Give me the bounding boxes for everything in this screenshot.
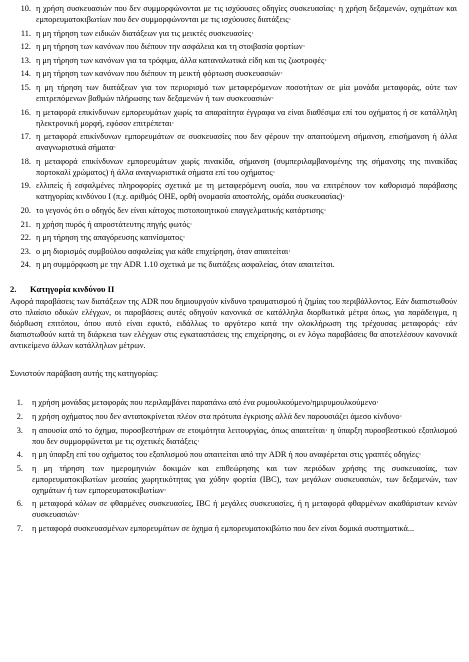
item-number: 18.: [20, 156, 31, 166]
item-text: η μη τήρηση των ημερομηνιών δοκιμών και επιθεώρησης και των περιόδων χρήσης της συσκευασίας, των εμπορευματοκιβωτίων μεσαίας χωρητικότητας για χύδην φορτία (IBC), των μεγάλων συσκευασιών, των δεξαμενών, των οχημάτων ή των εμπορευματοκιβωτίων·: [32, 463, 457, 495]
item-text: η χρήση συσκευασιών που δεν συμμορφώνονται με τις ισχύουσες οδηγίες συσκευασίας· η χρήση δεξαμενών, οχημάτων και εμπορευματοκιβωτίων που δεν συμμορφώνονται με τις ισχύουσες διατάξεις·: [36, 4, 457, 24]
item-text: η απουσία από το όχημα, πυροσβεστήρων σε ετοιμότητα λειτουργίας, όπως απαιτείται· η ύπαρξη πυροσβεστικού εξοπλισμού που δεν συμμορφώνεται με τις σχετικές διατάξεις·: [32, 425, 457, 446]
list-item: [10, 41, 457, 52]
item-number: 7.: [16, 523, 23, 533]
section-intro: Συνιστούν παράβαση αυτής της κατηγορίας:: [10, 369, 159, 379]
item-text: η μη τήρηση των κανόνων που διέπουν τη μεικτή φόρτωση συσκευασιών·: [36, 69, 284, 79]
item-number: 14.: [20, 69, 31, 79]
list-item: [10, 131, 457, 153]
violation-list-category-1: [10, 0, 457, 270]
list-item: [10, 463, 457, 496]
list-item: [10, 205, 457, 216]
item-text: ελλιπείς ή εσφαλμένες πληροφορίες σχετικά με τη μεταφερόμενη ουσία, που να επιτρέπουν τον καθορισμό παράβασης κατηγορίας κινδύνου I (π.χ. αριθμός ΟΗΕ, ορθή ονομασία αποστολής, ομάδα συσκευασίας)·: [36, 181, 457, 202]
item-number: 5.: [16, 463, 23, 473]
list-item: [10, 232, 457, 243]
item-number: 1.: [16, 398, 23, 408]
list-item: [10, 68, 457, 79]
item-text: το γεγονός ότι ο οδηγός δεν είναι κάτοχος πιστοποιητικού επαγγελματικής κατάρτισης·: [36, 205, 327, 215]
item-number: 10.: [20, 4, 31, 13]
list-item: [10, 180, 457, 202]
item-number: 20.: [20, 205, 31, 215]
item-number: 15.: [20, 82, 31, 92]
list-item: [10, 411, 457, 422]
list-item: [10, 449, 457, 460]
list-item: [10, 82, 457, 104]
list-item: [10, 425, 457, 447]
item-number: 22.: [20, 233, 31, 243]
section-paragraph: Αφορά παραβάσεις των διατάξεων της ADR που δημιουργούν κίνδυνο τραυματισμού ή ζημίας του περιβάλλοντος. Εάν διαπιστωθούν στο πλαίσιο οδικών ελέγχων, οι παραβάσεις αυτές οδηγούν κανονικά σε κατάλληλα διορθωτικά μέτρα όπως, για παράδειγμα, η διόρθωση επιτόπου, όπου αυτό είναι εφικτό, ειδάλλως το αργότερο κατά την ολοκλήρωση της τρέχουσας μεταφοράς· εάν διαπιστωθούν κατά τη διάρκεια των ελέγχων στις εγκαταστάσεις της επιχείρησης, οι εν λόγω παραβάσεις θα αποτελέσουν κανονικά αντικείμενο άλλων κατάλληλων μέτρων.: [10, 297, 457, 351]
item-text: η χρήση μονάδας μεταφοράς που περιλαμβάνει παραπάνω από ένα ρυμουλκούμενο/ημιρυμουλκούμενο·: [32, 398, 379, 408]
violation-list-category-2: [10, 397, 457, 534]
item-text: η χρήση πυρός ή απροστάτευτης πηγής φωτός·: [36, 219, 193, 229]
list-item: [10, 107, 457, 129]
item-text: η μεταφορά επικίνδυνων εμπορευμάτων σε συσκευασίες που δεν φέρουν την απαιτούμενη σήμανση, επισήμανση ή άλλα αναγνωριστικά σήματα·: [36, 132, 457, 153]
item-text: η χρήση οχήματος που δεν ανταποκρίνεται πλέον στα πρότυπα έγκρισης αλλά δεν παρουσιάζει άμεσο κίνδυνο·: [32, 411, 403, 421]
list-item: [10, 219, 457, 230]
item-number: 19.: [20, 181, 31, 191]
list-item: [10, 498, 457, 520]
item-number: 13.: [20, 55, 31, 65]
item-text: η μη τήρηση των κανόνων για τα τρόφιμα, άλλα καταναλωτικά είδη και τις ζωοτροφές·: [36, 55, 328, 65]
item-number: 24.: [20, 260, 31, 270]
item-number: 4.: [16, 450, 23, 460]
item-number: 21.: [20, 219, 31, 229]
list-item: [10, 28, 457, 39]
list-item: [10, 55, 457, 66]
section-heading: [10, 284, 457, 294]
item-number: 3.: [16, 425, 23, 435]
list-item: [10, 246, 457, 257]
list-item: [10, 523, 457, 534]
section-title: Κατηγορία κινδύνου II: [30, 284, 115, 295]
item-number: 2.: [16, 411, 23, 421]
item-number: 23.: [20, 246, 31, 256]
item-text: η μη τήρηση των διατάξεων για τον περιορισμό των μεταφερόμενων ποσοτήτων σε μία μονάδα μεταφοράς, ούτε των επιτρεπόμενων βαθμών πλήρωσης των δεξαμενών ή των συσκευασιών·: [36, 82, 457, 103]
item-number: 11.: [20, 28, 31, 38]
list-item: [10, 397, 457, 408]
item-text: η μη τήρηση των κανόνων που διέπουν την ασφάλεια και τη στοιβασία φορτίων·: [36, 42, 306, 52]
item-number: 16.: [20, 107, 31, 117]
item-text: η μεταφορά κόλων σε φθαρμένες συσκευασίες, IBC ή μεγάλες συσκευασίες, ή η μεταφορά φθαρμένων ακαθάριστων κενών συσκευασιών·: [32, 499, 457, 520]
item-text: η μη τήρηση των ειδικών διατάξεων για τις μεικτές συσκευασίες·: [36, 28, 255, 38]
list-item: [10, 156, 457, 178]
item-text: η μεταφορά επικίνδυνων εμπορευμάτων χωρίς πινακίδα, σήμανση (συμπεριλαμβανομένης της σήμανσης της πινακίδας πορτοκαλί χρώματος) ή άλλα αναγνωριστικά σήματα επί του οχήματος·: [36, 156, 457, 177]
item-text: η μη συμμόρφωση με την ADR 1.10 σχετικά με τις διατάξεις ασφαλείας, όταν απαιτείται.: [36, 260, 335, 270]
item-number: 12.: [20, 42, 31, 52]
item-text: η μεταφορά συσκευασμένων εμπορευμάτων σε όχημα ή εμπορευματοκιβώτιο που δεν είναι δομικά συστηματικά...: [32, 523, 415, 533]
list-item: [10, 259, 457, 270]
section-number: 2.: [10, 284, 17, 295]
item-text: η μη ύπαρξη επί του οχήματος του εξοπλισμού που απαιτείται από την ADR ή που αναφέρεται στις γραπτές οδηγίες·: [32, 450, 422, 460]
item-text: ο μη διορισμός συμβούλου ασφαλείας για κάθε επιχείρηση, όταν απαιτείται·: [36, 246, 291, 256]
item-text: η μεταφορά επικίνδυνων εμπορευμάτων χωρίς τα απαραίτητα έγγραφα να είναι διαθέσιμα επί του οχήματος ή σε κατάλληλη ηλεκτρονική μορφή, εφόσον επιτρέπεται·: [36, 107, 457, 128]
item-number: 17.: [20, 132, 31, 142]
item-number: 6.: [16, 499, 23, 509]
list-item: [10, 3, 457, 25]
item-text: η μη τήρηση της απαγόρευσης καπνίσματος·: [36, 233, 186, 243]
